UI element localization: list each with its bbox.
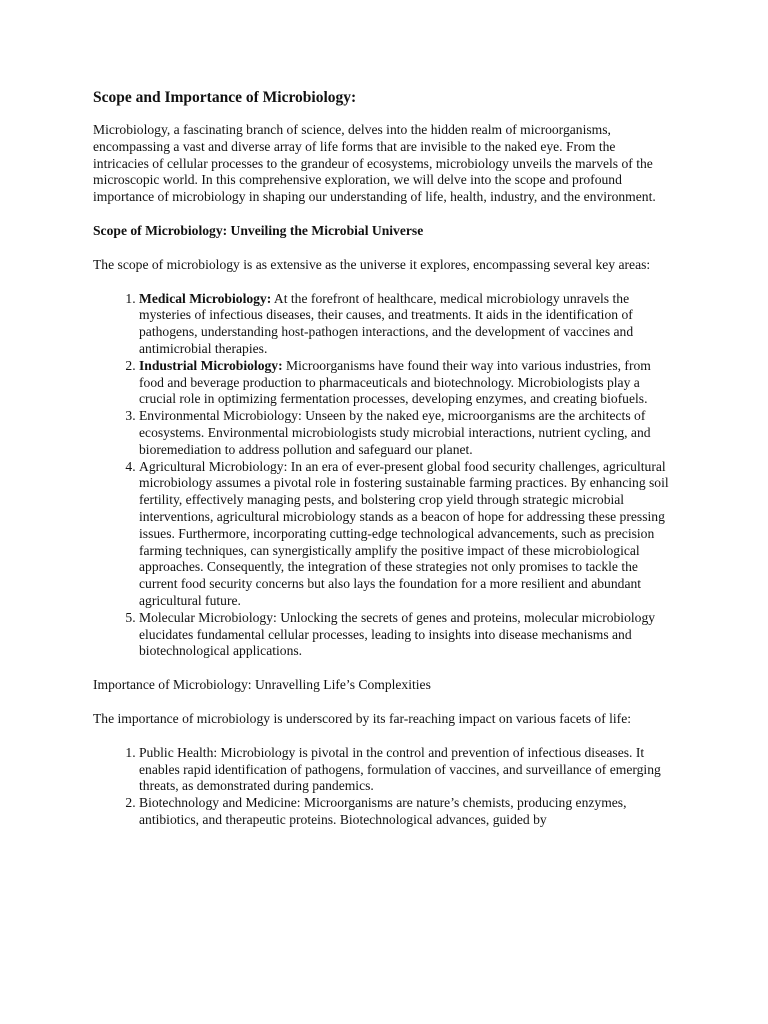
scope-lead-paragraph: The scope of microbiology is as extensive as the universe it explores, encompassing several key areas:	[93, 256, 651, 272]
list-item	[139, 610, 673, 660]
list-item	[139, 358, 673, 408]
list-item	[139, 291, 673, 358]
document-page	[93, 88, 673, 846]
list-item	[139, 459, 673, 610]
list-item-text: Microorganisms have found their way into various industries, from food and beverage production to pharmaceuticals and biotechnology. Microbiologists play a crucial role in optimizing fermentation processes, developing enzymes, and creating biofuels.	[139, 357, 651, 407]
scope-list	[93, 291, 673, 661]
importance-heading: Importance of Microbiology: Unravelling Life’s Complexities	[93, 677, 431, 693]
intro-paragraph: Microbiology, a fascinating branch of science, delves into the hidden realm of microorganisms, encompassing a vast and diverse array of life forms that are invisible to the naked eye. From the intricacies of cellular processes to the grandeur of ecosystems, microbiology unveils the marvels of the microscopic world. In this comprehensive exploration, we will delve into the scope and profound importance of microbiology in shaping our understanding of life, health, industry, and the environment.	[93, 122, 656, 205]
list-item-text: Agricultural Microbiology: In an era of ever-present global food security challenges, agricultural microbiology assumes a pivotal role in fostering sustainable farming practices. By enhancing soil fertility, effectively managing pests, and bolstering crop yield through strategic microbial interventions, agricultural microbiology stands as a beacon of hope for addressing these pressing issues. Furthermore, incorporating cutting-edge technological advancements, such as precision farming techniques, can synergistically amplify the positive impact of these microbiological approaches. Consequently, the integration of these strategies not only promises to tackle the current food security concerns but also lays the foundation for a more resilient and abundant agricultural future.	[139, 458, 669, 608]
list-item-text: Environmental Microbiology: Unseen by the naked eye, microorganisms are the architects of ecosystems. Environmental microbiologists study microbial interactions, nutrient cycling, and bioremediation to address pollution and safeguard our planet.	[139, 408, 651, 457]
importance-lead-paragraph: The importance of microbiology is underscored by its far-reaching impact on various facets of life:	[93, 710, 632, 726]
importance-list	[93, 745, 673, 829]
list-item-text: Molecular Microbiology: Unlocking the secrets of genes and proteins, molecular microbiology elucidates fundamental cellular processes, leading to insights into disease mechanisms and biotechnological applications.	[139, 609, 656, 659]
list-item-term: Medical Microbiology:	[139, 290, 272, 306]
scope-heading: Scope of Microbiology: Unveiling the Microbial Universe	[93, 222, 424, 238]
list-item-term: Industrial Microbiology:	[139, 357, 283, 373]
list-item	[139, 795, 673, 829]
list-item-text: At the forefront of healthcare, medical microbiology unravels the mysteries of infectious diseases, their causes, and treatments. It aids in the identification of pathogens, understanding host-pathogen interactions, and the development of vaccines and antimicrobial therapies.	[139, 290, 634, 356]
list-item	[139, 408, 673, 458]
list-item-text: Biotechnology and Medicine: Microorganisms are nature’s chemists, producing enzymes, antibiotics, and therapeutic proteins. Biotechnological advances, guided by	[139, 795, 627, 827]
list-item	[139, 745, 673, 795]
document-title: Scope and Importance of Microbiology:	[93, 89, 357, 106]
list-item-text: Public Health: Microbiology is pivotal in the control and prevention of infectious diseases. It enables rapid identification of pathogens, formulation of vaccines, and surveillance of emerging threats, as demonstrated during pandemics.	[139, 744, 661, 794]
